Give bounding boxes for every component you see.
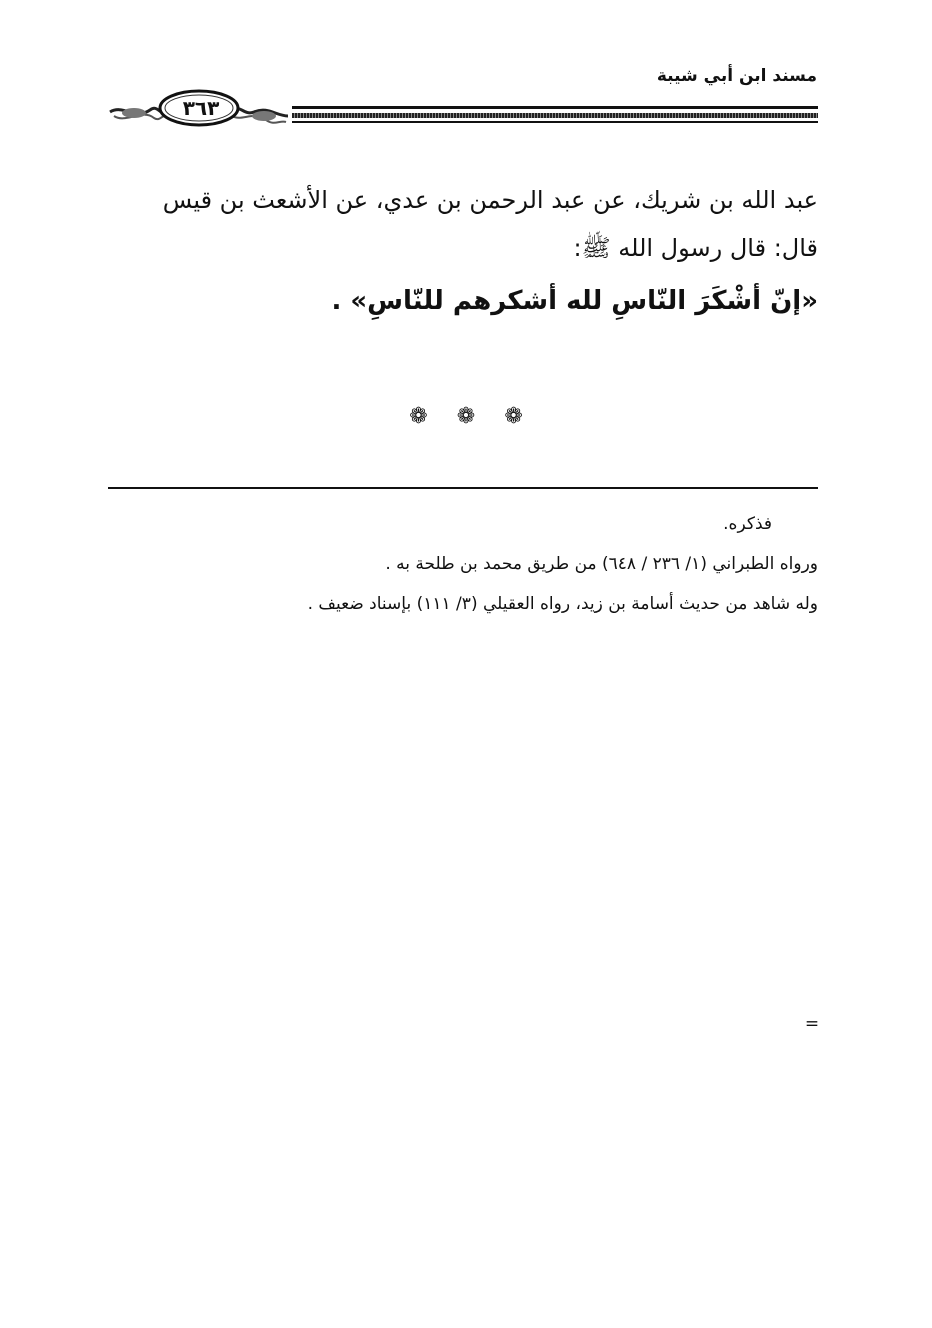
main-text-line: قال: قال رسول الله ﷺ:	[573, 234, 818, 262]
section-separator	[0, 404, 932, 429]
footnote-rule	[108, 487, 818, 489]
footnote-line: فذكره.	[723, 514, 772, 534]
footnote-line: ورواه الطبراني (١/ ٢٣٦ / ٦٤٨) من طريق محمد بن طلحة به .	[385, 554, 818, 574]
main-text-line: عبد الله بن شريك، عن عبد الرحمن بن عدي، عن الأشعث بن قيس	[162, 186, 818, 214]
page-number: ٣٦٣	[182, 96, 220, 120]
flower-ornament-icon: ❁	[456, 404, 476, 429]
header-rule	[292, 106, 818, 126]
main-text	[108, 176, 818, 272]
footnote-continuation-marker: =	[804, 1014, 820, 1034]
running-title: مسند ابن أبي شيبة	[656, 66, 817, 86]
footnote-line: وله شاهد من حديث أسامة بن زيد، رواه العقيلي (٣/ ١١١) بإسناد ضعيف .	[307, 594, 818, 614]
flower-ornament-icon: ❁	[504, 404, 523, 429]
flower-ornament-icon: ❁	[409, 404, 428, 429]
footnotes	[150, 504, 820, 1034]
hadith-quote: «إنّ أشْكَرَ النّاسِ لله أشكرهم للنّاسِ» .	[331, 286, 818, 316]
